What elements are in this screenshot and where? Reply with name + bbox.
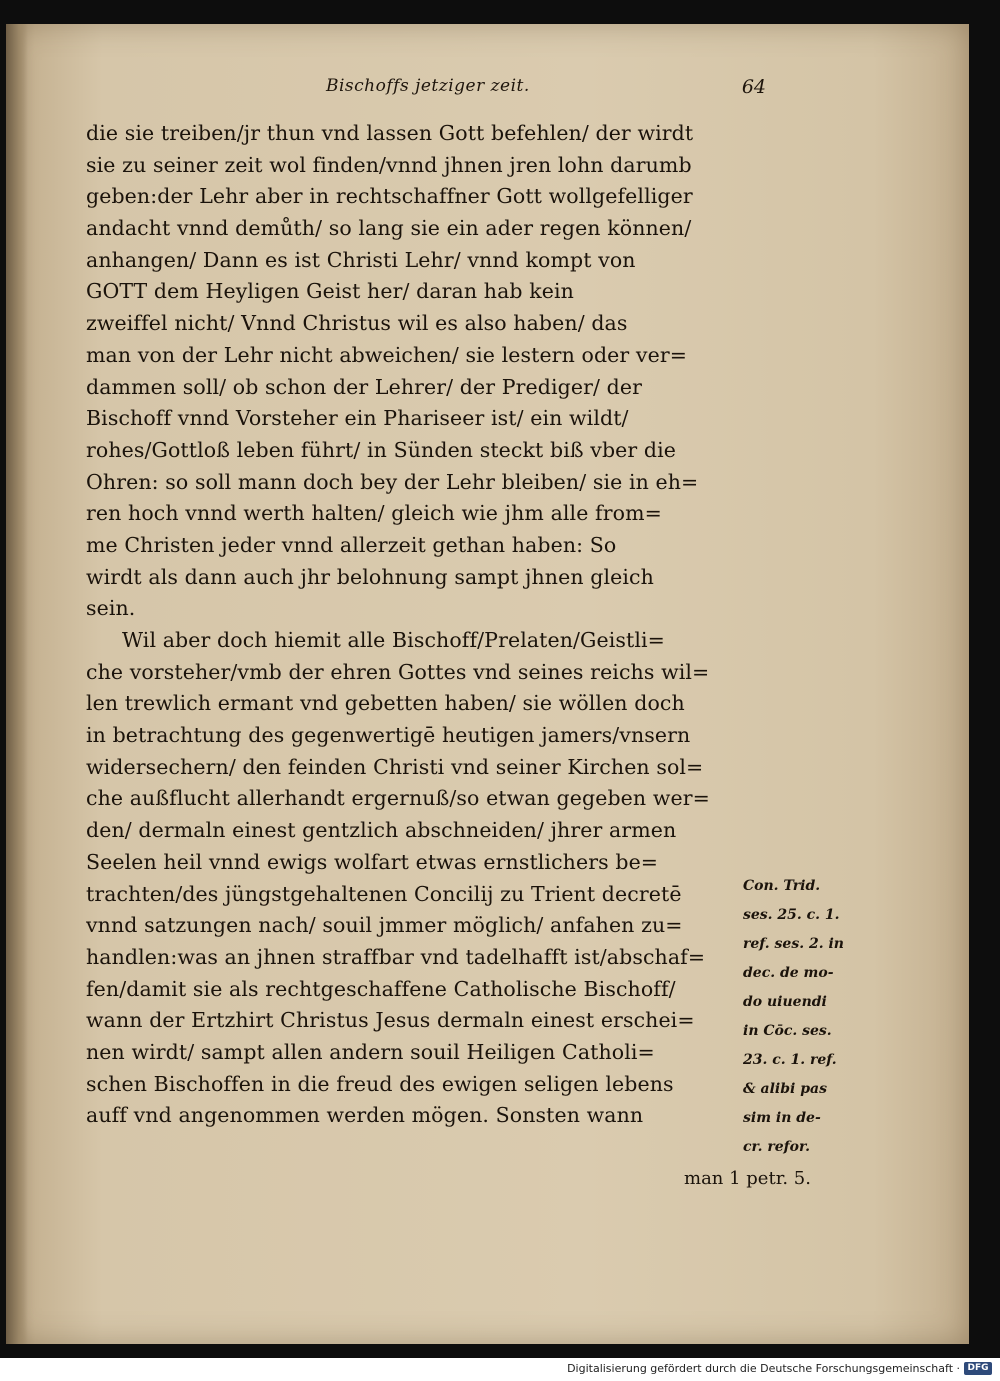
text-line: man von der Lehr nicht abweichen/ sie lestern oder ver= — [86, 342, 688, 367]
text-line: anhangen/ Dann es ist Christi Lehr/ vnnd kompt von — [86, 247, 636, 272]
page-spine-shadow — [6, 24, 28, 1344]
marginal-line: do uiuendi — [743, 994, 827, 1010]
text-line: schen Bischoffen in die freud des ewigen seligen lebens — [86, 1071, 674, 1096]
marginal-line: & alibi pas — [743, 1081, 827, 1097]
marginal-line: ref. ses. 2. in — [743, 936, 844, 952]
text-line: die sie treiben/jr thun vnd lassen Gott befehlen/ der wirdt — [86, 121, 694, 145]
text-line: vnnd satzungen nach/ souil jmmer möglich/ anfahen zu= — [86, 913, 683, 938]
book-page-scan — [6, 24, 969, 1344]
text-line: ren hoch vnnd werth halten/ gleich wie jhm alle from= — [86, 501, 662, 526]
funding-credit: Digitalisierung gefördert durch die Deutsche Forschungsgemeinschaft · — [567, 1362, 960, 1375]
catchword: man 1 petr. 5. — [684, 1168, 811, 1189]
text-line: wann der Ertzhirt Christus Jesus dermaln einest erschei= — [86, 1008, 695, 1033]
text-line: in betrachtung des gegenwertigē heutigen jamers/vnsern — [86, 723, 691, 748]
text-line: me Christen jeder vnnd allerzeit gethan haben: So — [86, 532, 617, 557]
marginal-line: dec. de mo- — [743, 965, 834, 981]
footer-bar — [0, 1358, 1000, 1381]
text-line: nen wirdt/ sampt allen andern souil Heiligen Catholi= — [86, 1039, 655, 1064]
text-line: den/ dermaln einest gentzlich abschneiden/ jhrer armen — [86, 818, 677, 843]
body-text — [86, 118, 786, 1132]
text-line: widersechern/ den feinden Christi vnd seiner Kirchen sol= — [86, 754, 704, 779]
marginal-line: in Cōc. ses. — [743, 1023, 832, 1039]
text-line: wirdt als dann auch jhr belohnung sampt jhnen gleich — [86, 564, 654, 589]
paragraph-start-line: Wil aber doch hiemit alle Bischoff/Prelaten/Geistli= — [122, 628, 665, 652]
page-number: 64 — [741, 76, 766, 98]
text-line: trachten/des jüngstgehaltenen Concilij zu Trient decretē — [86, 881, 682, 906]
text-line: geben:der Lehr aber in rechtschaffner Gott wollgefelliger — [86, 184, 693, 209]
marginal-line: 23. c. 1. ref. — [743, 1052, 837, 1068]
marginal-line: Con. Trid. — [743, 878, 821, 894]
marginal-line: cr. refor. — [743, 1139, 810, 1155]
text-line: len trewlich ermant vnd gebetten haben/ sie wöllen doch — [86, 691, 685, 716]
text-line: dammen soll/ ob schon der Lehrer/ der Prediger/ der — [86, 374, 642, 399]
text-line: auff vnd angenommen werden mögen. Sonsten wann — [86, 1103, 644, 1128]
page-header — [326, 72, 766, 102]
text-line: che vorsteher/vmb der ehren Gottes vnd seines reichs wil= — [86, 659, 710, 684]
text-line: sein. — [86, 596, 136, 621]
text-line: Seelen heil vnnd ewigs wolfart etwas ernstlichers be= — [86, 849, 659, 874]
text-line: GOTT dem Heyligen Geist her/ daran hab kein — [86, 279, 574, 304]
text-line: sie zu seiner zeit wol finden/vnnd jhnen jren lohn darumb — [86, 152, 692, 177]
dfg-logo: DFG — [964, 1362, 992, 1375]
text-line: Ohren: so soll mann doch bey der Lehr bleiben/ sie in eh= — [86, 469, 699, 494]
marginal-line: ses. 25. c. 1. — [743, 907, 840, 923]
text-line: zweiffel nicht/ Vnnd Christus wil es also haben/ das — [86, 311, 628, 336]
text-line: che außflucht allerhandt ergernuß/so etwan gegeben wer= — [86, 786, 710, 811]
text-line: andacht vnnd demůth/ so lang sie ein ader regen können/ — [86, 216, 692, 241]
marginal-line: sim in de- — [743, 1110, 821, 1126]
running-head: Bischoffs jetziger zeit. — [326, 76, 530, 96]
text-line: handlen:was an jhnen straffbar vnd tadelhafft ist/abschaf= — [86, 944, 706, 969]
marginal-note — [743, 872, 858, 1162]
text-line: rohes/Gottloß leben führt/ in Sünden steckt biß vber die — [86, 437, 677, 462]
text-line: Bischoff vnnd Vorsteher ein Phariseer ist/ ein wildt/ — [86, 406, 629, 431]
text-line: fen/damit sie als rechtgeschaffene Catholische Bischoff/ — [86, 976, 676, 1001]
